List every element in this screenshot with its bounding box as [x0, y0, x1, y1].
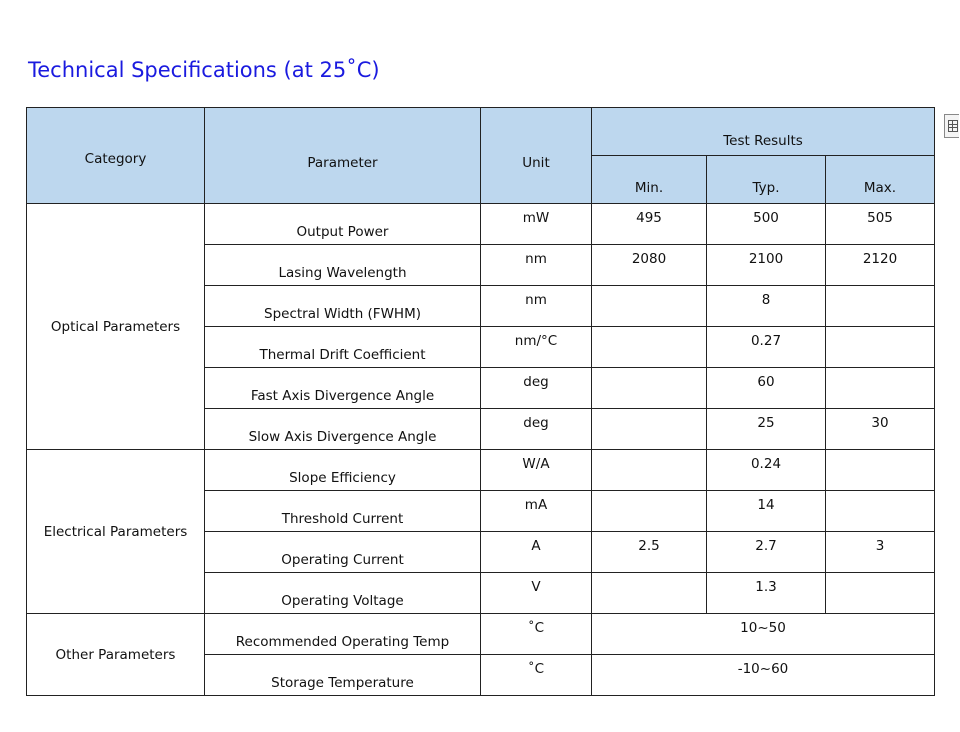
- min-cell: [592, 327, 707, 368]
- parameter-cell: Storage Temperature: [205, 655, 481, 696]
- min-cell: [592, 491, 707, 532]
- parameter-cell: Thermal Drift Coefficient: [205, 327, 481, 368]
- typ-cell: 14: [707, 491, 826, 532]
- header-test-results: Test Results: [592, 108, 935, 156]
- parameter-cell: Recommended Operating Temp: [205, 614, 481, 655]
- unit-cell: ˚C: [481, 655, 592, 696]
- min-cell: [592, 286, 707, 327]
- unit-cell: W/A: [481, 450, 592, 491]
- header-parameter: Parameter: [205, 108, 481, 204]
- typ-cell: 0.27: [707, 327, 826, 368]
- table-row: [27, 204, 935, 245]
- category-cell: Optical Parameters: [27, 204, 205, 450]
- table-row: [27, 450, 935, 491]
- min-cell: 2.5: [592, 532, 707, 573]
- header-max: Max.: [826, 156, 935, 204]
- min-cell: [592, 573, 707, 614]
- min-cell: 495: [592, 204, 707, 245]
- parameter-cell: Operating Voltage: [205, 573, 481, 614]
- unit-cell: A: [481, 532, 592, 573]
- page-title: Technical Specifications (at 25˚C): [28, 58, 380, 82]
- typ-cell: 25: [707, 409, 826, 450]
- typ-cell: 0.24: [707, 450, 826, 491]
- unit-cell: nm: [481, 286, 592, 327]
- unit-cell: deg: [481, 368, 592, 409]
- max-cell: [826, 491, 935, 532]
- max-cell: 3: [826, 532, 935, 573]
- category-cell: Other Parameters: [27, 614, 205, 696]
- max-cell: 505: [826, 204, 935, 245]
- typ-cell: 2.7: [707, 532, 826, 573]
- unit-cell: V: [481, 573, 592, 614]
- typ-cell: 2100: [707, 245, 826, 286]
- max-cell: [826, 368, 935, 409]
- parameter-cell: Slope Efficiency: [205, 450, 481, 491]
- typ-cell: 1.3: [707, 573, 826, 614]
- min-cell: [592, 409, 707, 450]
- typ-cell: 8: [707, 286, 826, 327]
- unit-cell: ˚C: [481, 614, 592, 655]
- typ-cell: 60: [707, 368, 826, 409]
- range-cell: 10~50: [592, 614, 935, 655]
- spec-table: [26, 107, 935, 696]
- parameter-cell: Threshold Current: [205, 491, 481, 532]
- unit-cell: mA: [481, 491, 592, 532]
- parameter-cell: Output Power: [205, 204, 481, 245]
- min-cell: 2080: [592, 245, 707, 286]
- max-cell: [826, 286, 935, 327]
- min-cell: [592, 450, 707, 491]
- unit-cell: mW: [481, 204, 592, 245]
- parameter-cell: Spectral Width (FWHM): [205, 286, 481, 327]
- typ-cell: 500: [707, 204, 826, 245]
- max-cell: [826, 450, 935, 491]
- header-typ: Typ.: [707, 156, 826, 204]
- header-category: Category: [27, 108, 205, 204]
- category-cell: Electrical Parameters: [27, 450, 205, 614]
- unit-cell: nm: [481, 245, 592, 286]
- parameter-cell: Lasing Wavelength: [205, 245, 481, 286]
- table-options-icon[interactable]: [944, 114, 959, 138]
- unit-cell: deg: [481, 409, 592, 450]
- header-unit: Unit: [481, 108, 592, 204]
- max-cell: 30: [826, 409, 935, 450]
- max-cell: 2120: [826, 245, 935, 286]
- min-cell: [592, 368, 707, 409]
- parameter-cell: Fast Axis Divergence Angle: [205, 368, 481, 409]
- unit-cell: nm/°C: [481, 327, 592, 368]
- table-row: [27, 614, 935, 655]
- max-cell: [826, 573, 935, 614]
- range-cell: -10~60: [592, 655, 935, 696]
- header-min: Min.: [592, 156, 707, 204]
- max-cell: [826, 327, 935, 368]
- parameter-cell: Slow Axis Divergence Angle: [205, 409, 481, 450]
- parameter-cell: Operating Current: [205, 532, 481, 573]
